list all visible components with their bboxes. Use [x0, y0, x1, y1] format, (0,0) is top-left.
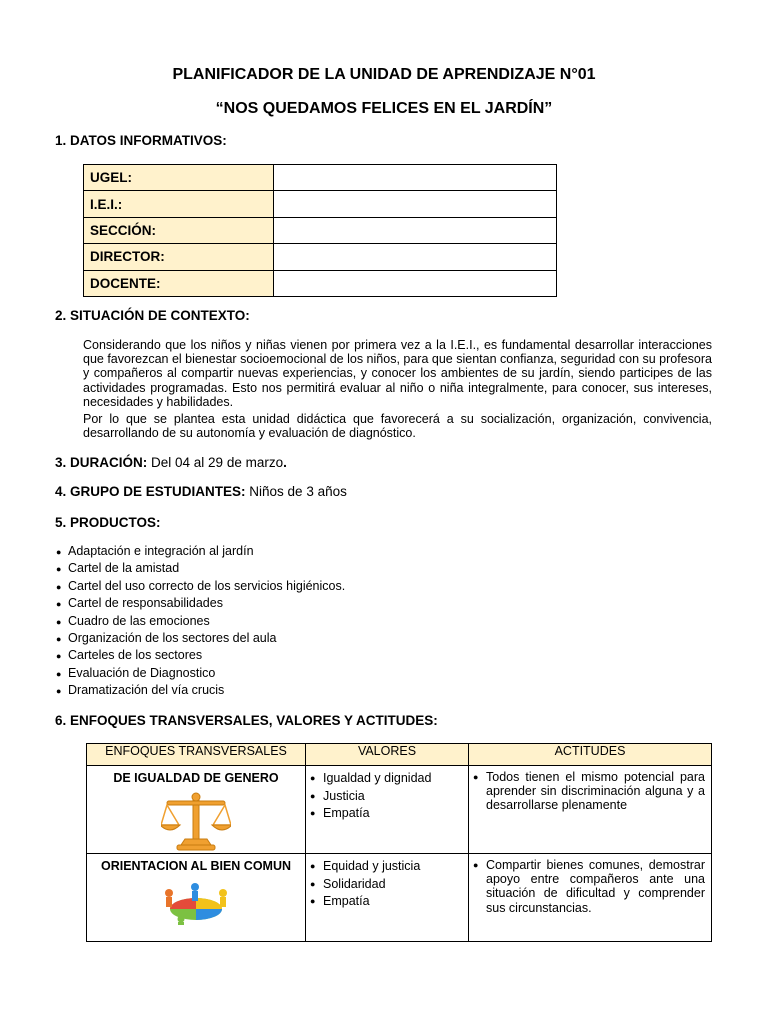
ugel-label: UGEL: [84, 165, 274, 191]
enfoque-cell [87, 854, 306, 942]
list-item: ● Cartel de responsabilidades [56, 595, 345, 612]
list-item: ● Igualdad y dignidad [310, 771, 432, 785]
list-item: ● Adaptación e integración al jardín [56, 543, 345, 560]
list-item: ● Todos tienen el mismo potencial para aprender sin discriminación alguna y a desarrollarse plenamente [473, 770, 705, 813]
grupo-value: Niños de 3 años [245, 484, 347, 499]
list-item: ● Cartel del uso correcto de los servicios higiénicos. [56, 578, 345, 595]
bullet-icon: ● [56, 633, 62, 644]
enfoque-name: DE IGUALDAD DE GENERO [113, 771, 279, 785]
iei-label: I.E.I.: [84, 191, 274, 217]
list-item: ● Solidaridad [310, 876, 386, 891]
datos-informativos-table [83, 164, 557, 297]
grupo-label: 4. GRUPO DE ESTUDIANTES: [55, 484, 246, 499]
duracion-label: 3. DURACIÓN: [55, 455, 148, 470]
table-row [84, 191, 557, 217]
duracion-end: . [283, 455, 287, 470]
table-header-row [87, 744, 712, 766]
section-6-heading: 6. ENFOQUES TRANSVERSALES, VALORES Y ACTITUDES: [55, 713, 438, 728]
list-item: ● Cartel de la amistad [56, 560, 345, 577]
section-1-heading: 1. DATOS INFORMATIVOS: [55, 133, 227, 148]
docente-label: DOCENTE: [84, 270, 274, 296]
valores-list [310, 858, 464, 911]
list-item: ● Dramatización del vía crucis [56, 682, 345, 699]
table-row [87, 854, 712, 942]
enfoques-table [86, 743, 712, 942]
list-item: ● Equidad y justicia [310, 859, 421, 873]
director-label: DIRECTOR: [84, 244, 274, 270]
document-title: PLANIFICADOR DE LA UNIDAD DE APRENDIZAJE N°01 [172, 66, 596, 83]
bullet-icon: ● [56, 599, 62, 610]
seccion-value [274, 217, 557, 243]
productos-list [56, 543, 345, 700]
section-2-heading: 2. SITUACIÓN DE CONTEXTO: [55, 308, 250, 323]
table-row [84, 165, 557, 191]
valores-cell [306, 854, 469, 942]
column-header-actitudes: ACTITUDES [469, 744, 712, 766]
valores-cell [306, 766, 469, 854]
enfoque-cell [87, 766, 306, 854]
list-item: ● Compartir bienes comunes, demostrar apoyo entre compañeros ante una situación de dificultad y comprender sus circunstancias. [473, 858, 705, 915]
duracion-value: Del 04 al 29 de marzo [147, 455, 284, 470]
list-item: ● Evaluación de Diagnostico [56, 665, 345, 682]
document-subtitle: “NOS QUEDAMOS FELICES EN EL JARDÍN” [215, 100, 553, 117]
teamwork-puzzle-icon [151, 879, 241, 925]
table-row [87, 766, 712, 854]
column-header-enfoques: ENFOQUES TRANSVERSALES [87, 744, 306, 766]
bullet-icon: ● [56, 564, 62, 575]
list-item: ● Organización de los sectores del aula [56, 630, 345, 647]
list-item: ● Empatía [310, 894, 370, 908]
balance-scale-icon [161, 791, 231, 853]
bullet-icon: ● [56, 686, 62, 697]
list-item: ● Carteles de los sectores [56, 647, 345, 664]
context-paragraph-1: Considerando que los niños y niñas vienen por primera vez a la I.E.I., es fundamental desarrollar interacciones que favorezcan el bienestar socioemocional de los niños, para que sientan confianza, seguridad con su profesora y compañeros al compartir nuevas experiencias, y conocer los ambientes de su jardín, siendo participes de las actividades programadas. Esto nos permitirá evaluar al niño o niña integralmente, para conocer, sus intereses, necesidades y habilidades. [83, 338, 712, 409]
bullet-icon: ● [56, 547, 62, 557]
table-row [84, 270, 557, 296]
bullet-icon: ● [56, 581, 62, 592]
actitudes-cell [469, 854, 712, 942]
bullet-icon: ● [56, 668, 62, 679]
bullet-icon: ● [56, 616, 62, 627]
ugel-value [274, 165, 557, 191]
column-header-valores: VALORES [306, 744, 469, 766]
seccion-label: SECCIÓN: [84, 217, 274, 243]
list-item: ● Cuadro de las emociones [56, 613, 345, 630]
section-3-heading [55, 455, 287, 470]
section-5-heading: 5. PRODUCTOS: [55, 515, 161, 530]
bullet-icon: ● [56, 651, 62, 662]
list-item: ● Justicia [310, 788, 365, 803]
list-item: ● Empatía [310, 806, 370, 820]
section-4-heading [55, 484, 347, 499]
iei-value [274, 191, 557, 217]
director-value [274, 244, 557, 270]
table-row [84, 244, 557, 270]
actitudes-cell [469, 766, 712, 854]
valores-list [310, 770, 464, 823]
enfoque-name: ORIENTACION AL BIEN COMUN [100, 859, 292, 873]
docente-value [274, 270, 557, 296]
context-paragraph-2: Por lo que se plantea esta unidad didáctica que favorecerá a su socialización, organización, convivencia, desarrollando de su autonomía y evaluación de diagnóstico. [83, 412, 712, 441]
table-row [84, 217, 557, 243]
